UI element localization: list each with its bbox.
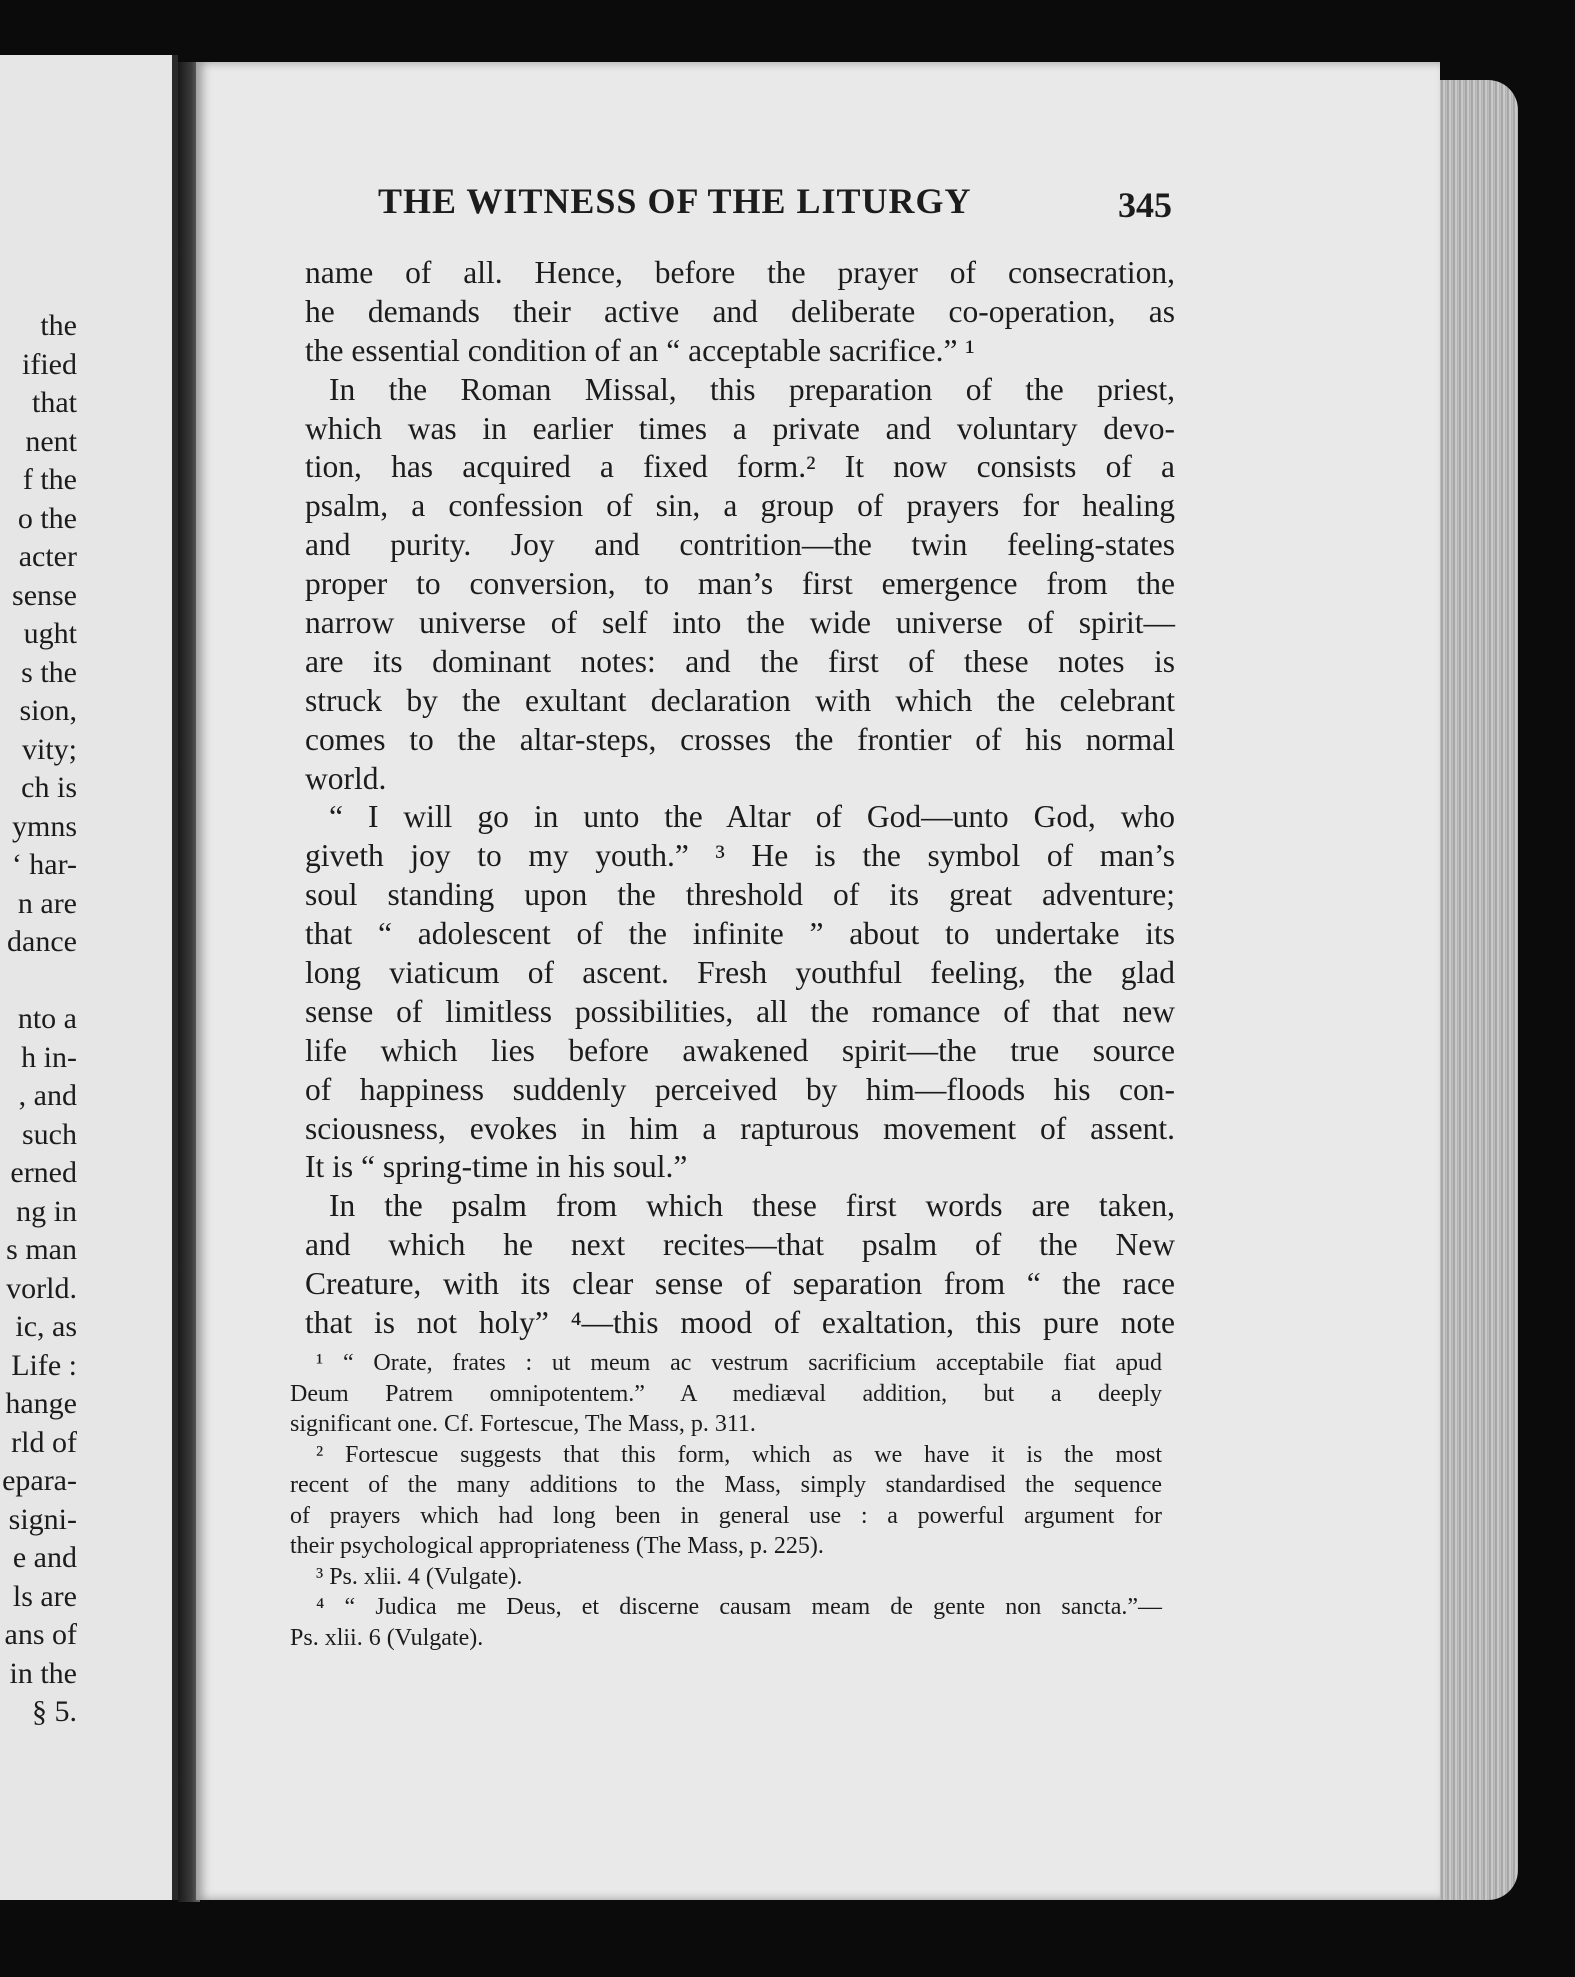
facing-page-fragment: , and [18,1079,77,1112]
text-line: soul standing upon the threshold of its great adventure; [305,877,1175,913]
footnote-line: ¹ “ Orate, frates : ut meum ac vestrum sacrificium acceptabile fiat apud [316,1350,1162,1376]
facing-page-fragment: ic, as [15,1310,77,1343]
facing-page-fragment: vity; [21,732,77,766]
text-line: “ I will go in unto the Altar of God—unto God, who [329,799,1175,835]
facing-page-text [0,307,172,1732]
facing-page-fragment: nto a [17,1002,77,1035]
text-line: proper to conversion, to man’s first emergence from the [305,566,1175,602]
text-line: Creature, with its clear sense of separation from “ the race [305,1266,1175,1302]
text-line: of happiness suddenly perceived by him—floods his con- [305,1071,1175,1107]
facing-page-fragment: ch is [21,771,77,804]
facing-page-fragment: hange [5,1387,77,1420]
facing-page-fragment: ught [23,617,77,650]
facing-page-fragment: h in- [21,1040,77,1074]
text-line: sciousness, evokes in him a rapturous movement of assent. [305,1110,1175,1146]
facing-page-fragment: Life : [11,1348,77,1382]
footnote-line: ² Fortescue suggests that this form, which as we have it is the most [316,1441,1162,1468]
text-line: narrow universe of self into the wide universe of spirit— [305,605,1175,641]
facing-page-fragment: signi- [8,1502,77,1536]
text-line: and purity. Joy and contrition—the twin feeling-states [305,527,1175,563]
facing-page-fragment: s man [6,1233,77,1266]
text-line: struck by the exultant declaration with which the celebrant [305,682,1175,718]
facing-page-fragment: ymns [11,809,77,843]
text-line: he demands their active and deliberate co-operation, as [305,293,1175,329]
facing-page-fragment: ans of [4,1618,77,1651]
text-line: that “ adolescent of the infinite ” about to undertake its [305,916,1175,952]
footnote-line: ³ Ps. xlii. 4 (Vulgate). [316,1563,523,1590]
facing-page-fragment: ified [22,347,77,381]
text-line: which was in earlier times a private and voluntary devo- [305,410,1175,446]
facing-page-fragment: o the [17,501,77,535]
facing-page-fragment: that [32,386,77,419]
facing-page-fragment: § 5. [32,1695,77,1728]
text-line: sense of limitless possibilities, all the romance of that new [305,993,1175,1029]
text-line: world. [305,760,387,796]
facing-page-fragment: rld of [11,1425,77,1459]
facing-page-fragment: s the [21,655,77,689]
text-line: and which he next recites—that psalm of the New [305,1227,1175,1263]
facing-page-fragment: ‘ har- [11,848,77,881]
facing-page-fragment: the [40,309,77,342]
facing-page-fragment: f the [22,463,77,496]
footnote-line: ⁴ “ Judica me Deus, et discerne causam meam de gente non sancta.”— [316,1594,1162,1620]
facing-page-fragment: in the [9,1656,77,1690]
facing-page-fragment: such [22,1117,77,1151]
text-line: long viaticum of ascent. Fresh youthful feeling, the glad [305,955,1175,991]
body-text [305,254,1175,1343]
footnote-line: Ps. xlii. 6 (Vulgate). [290,1624,484,1651]
text-line: name of all. Hence, before the prayer of consecration, [305,255,1175,290]
text-line: that is not holy” ⁴—this mood of exaltation, this pure note [305,1305,1175,1341]
facing-page-fragment: ls are [12,1579,77,1613]
text-line: are its dominant notes: and the first of these notes is [305,643,1175,679]
facing-page-fragment: erned [10,1156,77,1189]
facing-page-fragment: dance [7,925,77,958]
text-line: life which lies before awakened spirit—the true source [305,1032,1175,1068]
facing-page-fragment [0,962,172,1001]
footnotes [290,1348,1162,1653]
running-head: THE WITNESS OF THE LITURGY [378,181,972,221]
page-edges [1440,80,1518,1900]
footnote-line: their psychological appropriateness (The Mass, p. 225). [290,1533,824,1559]
facing-page-fragment: sense [12,578,77,612]
text-line: the essential condition of an “ acceptable sacrifice.” ¹ [305,332,975,368]
text-line: tion, has acquired a fixed form.² It now consists of a [305,449,1175,485]
text-line: psalm, a confession of sin, a group of prayers for healing [305,488,1175,524]
footnote-line: of prayers which had long been in general use : a powerful argument for [290,1502,1162,1529]
facing-page-fragment: e and [12,1541,77,1574]
facing-page-fragment: acter [18,540,77,573]
text-line: In the Roman Missal, this preparation of the priest, [329,371,1175,407]
text-line: In the psalm from which these first words are taken, [329,1188,1175,1224]
facing-page-fragment: vorld. [6,1271,77,1305]
text-line: comes to the altar-steps, crosses the frontier of his normal [305,721,1175,757]
facing-page-fragment: ng in [16,1194,77,1228]
footnote-line: Deum Patrem omnipotentem.” A mediæval addition, but a deeply [290,1380,1162,1407]
footnote-line: recent of the many additions to the Mass, simply standardised the sequence [290,1472,1162,1498]
footnote-line: significant one. Cf. Fortescue, The Mass, p. 311. [290,1411,756,1437]
page-number: 345 [1118,185,1172,225]
text-line: It is “ spring-time in his soul.” [305,1149,688,1185]
text-line: giveth joy to my youth.” ³ He is the symbol of man’s [305,838,1175,874]
facing-page-fragment: n are [17,886,77,920]
facing-page-left [0,55,178,1900]
facing-page-fragment: epara- [2,1464,77,1497]
facing-page-fragment: nent [25,424,77,458]
facing-page-fragment: sion, [19,694,77,727]
